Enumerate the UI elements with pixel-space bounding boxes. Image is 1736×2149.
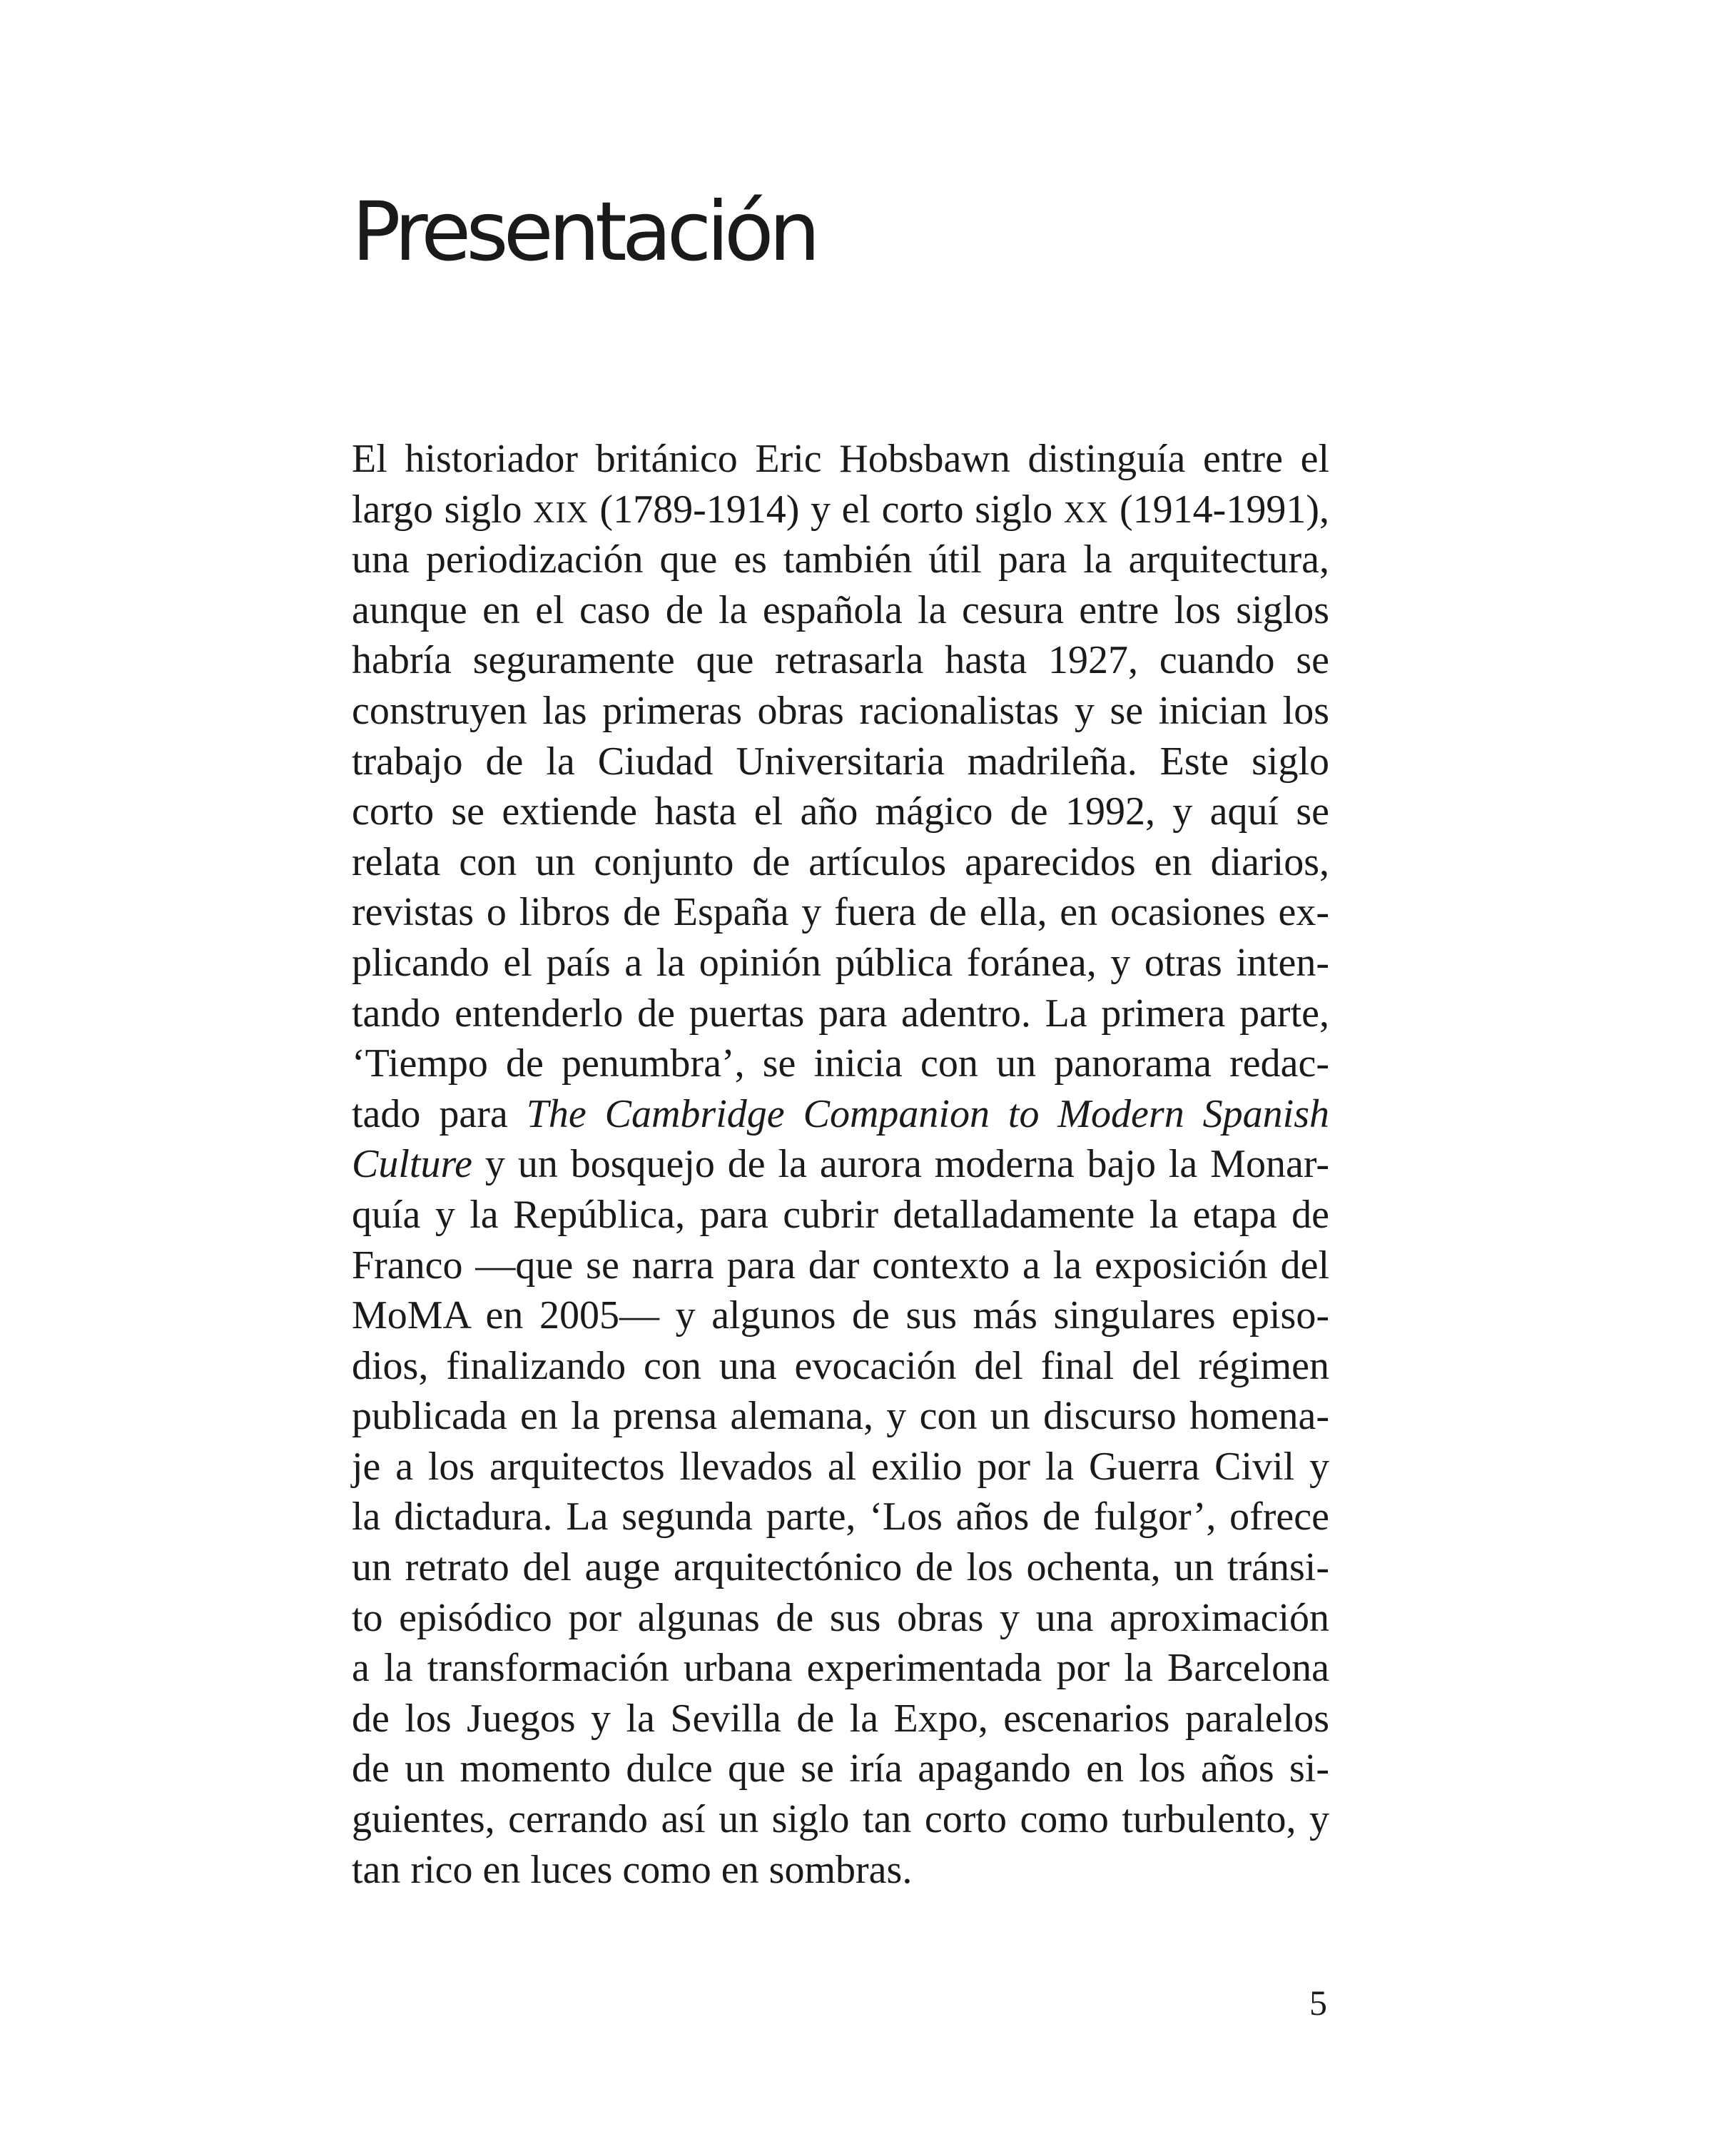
page-title: Presentación	[352, 184, 816, 279]
text-line: tan rico en luces como en sombras.	[352, 1847, 913, 1892]
text-line: je a los arquitectos llevados al exilio por la Guerra Civil y	[352, 1444, 1329, 1489]
text-line: a la transformación urbana experimentada por la Barcelona	[352, 1646, 1329, 1691]
text-line: revistas o libros de España y fuera de ella, en ocasiones ex-	[352, 890, 1329, 935]
text-line: un retrato del auge arquitectónico de los ochenta, un tránsi-	[352, 1545, 1329, 1590]
text-line: aunque en el caso de la española la cesura entre los siglos	[352, 587, 1329, 632]
body-paragraph	[352, 434, 1329, 1895]
text-run: (1789-1914) y el corto siglo	[588, 487, 1064, 532]
text-line: guientes, cerrando así un siglo tan corto como turbulento, y	[352, 1797, 1329, 1842]
text-line	[352, 1089, 1329, 1140]
text-line: relata con un conjunto de artículos aparecidos en diarios,	[352, 839, 1329, 884]
text-line: to episódico por algunas de sus obras y una aproximación	[352, 1595, 1329, 1640]
text-line: plicando el país a la opinión pública foránea, y otras inten-	[352, 940, 1329, 985]
text-line: ‘Tiempo de penumbra’, se inicia con un panorama redac-	[352, 1041, 1329, 1086]
text-line: habría seguramente que retrasarla hasta 1927, cuando se	[352, 638, 1329, 683]
text-run: tado para	[352, 1091, 527, 1136]
book-title: Culture	[352, 1142, 473, 1187]
text-line: la dictadura. La segunda parte, ‘Los años de fulgor’, ofrece	[352, 1495, 1329, 1539]
text-run: y un bosquejo de la aurora moderna bajo la Monar-	[472, 1142, 1329, 1187]
text-line: MoMA en 2005— y algunos de sus más singulares episo-	[352, 1293, 1329, 1338]
text-line: dios, finalizando con una evocación del final del régimen	[352, 1343, 1329, 1388]
text-line	[352, 1139, 1329, 1190]
text-line: Franco —que se narra para dar contexto a la exposición del	[352, 1243, 1329, 1288]
text-run: (1914-1991),	[1108, 487, 1329, 532]
roman-numeral: XX	[1063, 496, 1109, 530]
text-line: corto se extiende hasta el año mágico de 1992, y aquí se	[352, 789, 1329, 834]
text-line: El historiador británico Eric Hobsbawn distinguía entre el	[352, 437, 1329, 481]
text-line: tando entenderlo de puertas para adentro. La primera parte,	[352, 991, 1329, 1036]
text-line	[352, 485, 1329, 535]
page-number: 5	[1309, 1983, 1327, 2023]
text-line: de un momento dulce que se iría apagando en los años si-	[352, 1746, 1329, 1791]
roman-numeral: XIX	[533, 496, 589, 530]
book-title: The Cambridge Companion to Modern Spanish	[526, 1091, 1330, 1136]
text-line: quía y la República, para cubrir detalladamente la etapa de	[352, 1192, 1329, 1237]
text-line: construyen las primeras obras racionalistas y se inician los	[352, 688, 1329, 733]
text-line: de los Juegos y la Sevilla de la Expo, escenarios paralelos	[352, 1696, 1329, 1741]
text-line: publicada en la prensa alemana, y con un discurso homena-	[352, 1394, 1329, 1439]
text-line: trabajo de la Ciudad Universitaria madrileña. Este siglo	[352, 739, 1329, 784]
text-run: largo siglo	[352, 487, 534, 532]
text-line: una periodización que es también útil para la arquitectura,	[352, 537, 1329, 582]
